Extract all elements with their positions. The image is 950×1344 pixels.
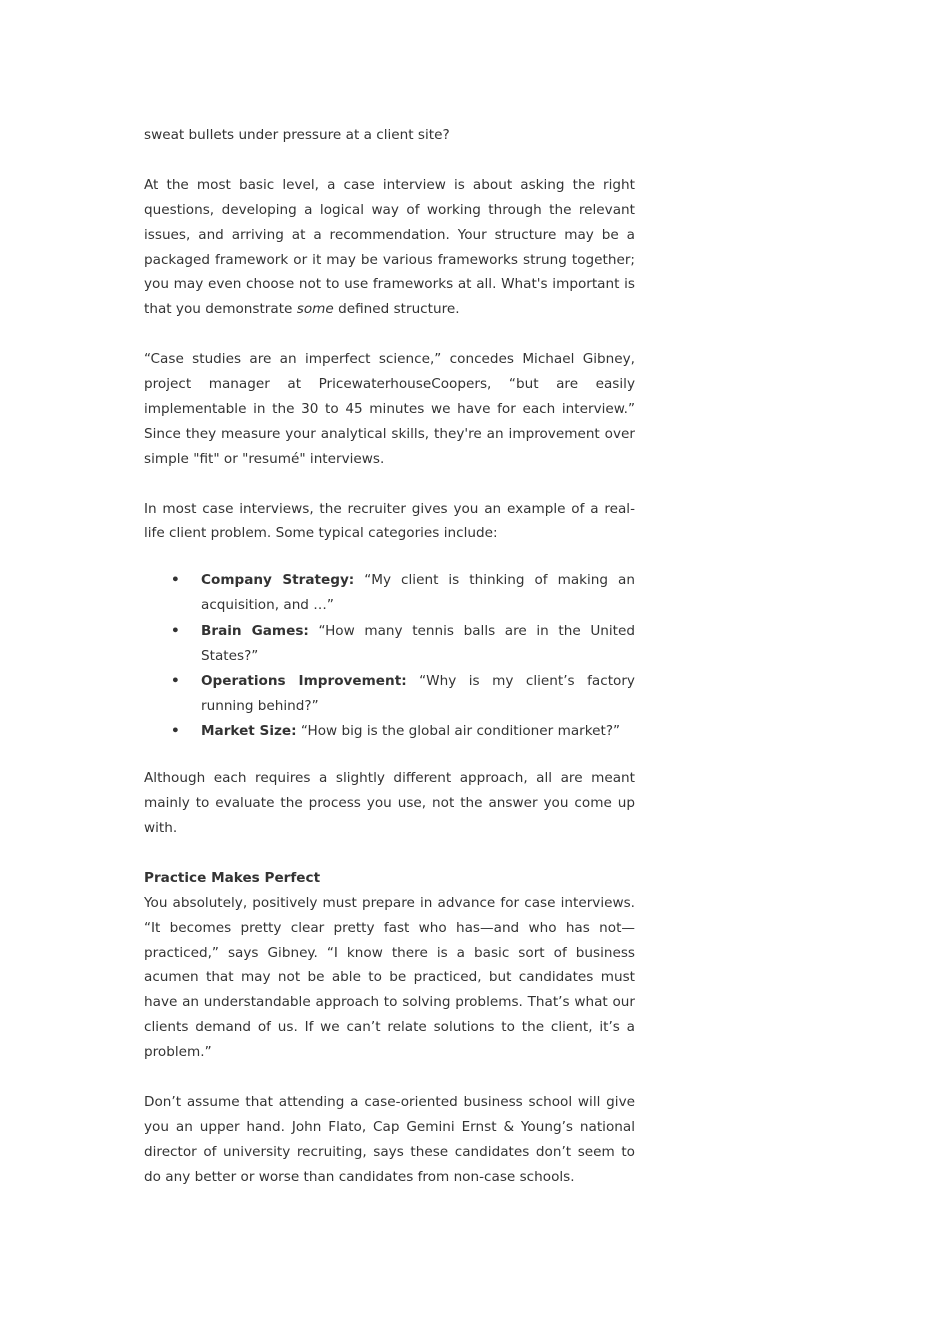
bullet-icon: • (171, 723, 180, 740)
paragraph-approach: Although each requires a slightly different approach, all are meant mainly to evaluate the process you use, not the answer you come up with. (144, 770, 635, 837)
bullet-icon: • (171, 622, 180, 639)
bullet-icon: • (171, 572, 180, 589)
paragraph-case-structure (144, 173, 635, 322)
paragraph-gibney-quote: “Case studies are an imperfect science,” concedes Michael Gibney, project manager at PricewaterhouseCoopers, “but are easily implementable in the 30 to 45 minutes we have for each interview.” Since they measure your analytical skills, they're an improvement over simple "fit" or "resumé" interviews. (144, 351, 635, 467)
bullet-icon: • (171, 672, 180, 689)
list-item (144, 719, 635, 744)
category-example: “How many tennis balls are in the United States?” (201, 622, 635, 664)
list-item (144, 619, 635, 669)
paragraph-intro-fragment: sweat bullets under pressure at a client site? (144, 127, 450, 143)
document-page (144, 123, 635, 1190)
category-list (144, 568, 635, 744)
category-example: “Why is my client’s factory running behind?” (201, 672, 635, 714)
list-item (144, 568, 635, 618)
emphasis-text: some (296, 301, 334, 318)
category-label: Brain Games: (201, 622, 309, 639)
list-item (144, 669, 635, 719)
paragraph-text: defined structure. (333, 301, 460, 318)
category-example: “How big is the global air conditioner market?” (296, 723, 621, 740)
paragraph-text: At the most basic level, a case interview is about asking the right questions, developing a logical way of working through the relevant issues, and arriving at a recommendation. Your structure may be a packaged framework or it may be various frameworks strung together; you may even choose not to use frameworks at all. What's important is that you demonstrate (144, 176, 635, 318)
paragraph-practice: You absolutely, positively must prepare in advance for case interviews. “It becomes pretty clear pretty fast who has—and who has not—practiced,” says Gibney. “I know there is a basic sort of business acumen that may not be able to be practiced, but candidates must have an understandable approach to solving problems. That’s what our clients demand of us. If we can’t relate solutions to the client, it’s a problem.” (144, 894, 635, 1061)
paragraph-categories-intro: In most case interviews, the recruiter gives you an example of a real-life client problem. Some typical categories include: (144, 500, 635, 542)
category-label: Company Strategy: (201, 572, 355, 589)
category-label: Operations Improvement: (201, 672, 407, 689)
paragraph-business-school: Don’t assume that attending a case-oriented business school will give you an upper hand. John Flato, Cap Gemini Ernst & Young’s national director of university recruiting, says these candidates don’t seem to do any better or worse than candidates from non-case schools. (144, 1093, 635, 1185)
category-label: Market Size: (201, 723, 297, 740)
category-example: “My client is thinking of making an acquisition, and …” (201, 572, 635, 614)
section-heading: Practice Makes Perfect (144, 869, 321, 886)
